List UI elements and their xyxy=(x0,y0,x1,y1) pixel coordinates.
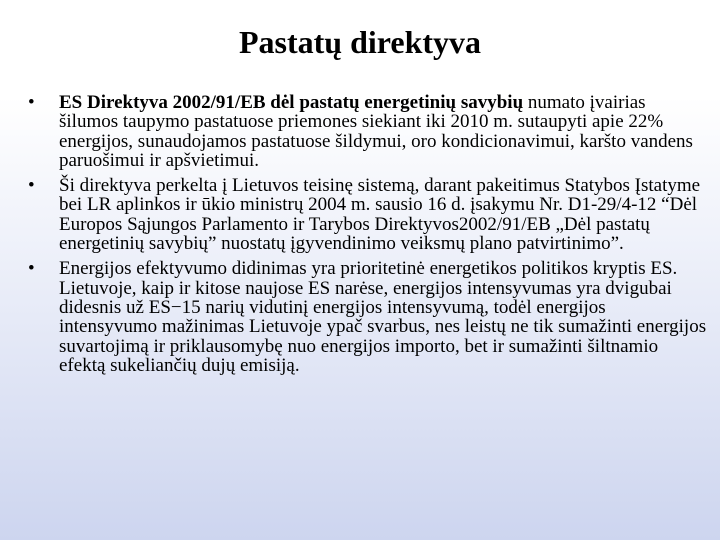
bullet-list xyxy=(28,93,708,381)
bullet-item-transposition xyxy=(28,176,708,253)
bullet-text: numato įvairias šilumos taupymo pastatuose priemones siekiant iki 2010 m. sutaupyti apie 22% energijos, sunaudojamos pastatuose šildymui, oro kondicionavimui, karšto vandens paruošimui ir apšvietimui. xyxy=(59,92,693,171)
bullet-item-efficiency xyxy=(28,259,708,375)
bullet-text: Energijos efektyvumo didinimas yra prioritetinė energetikos politikos kryptis ES. Lietuvoje, kaip ir kitose naujose ES narėse, energijos intensyvumas yra dvigubai didesnis už ES−15 narių vidutinį energijos intensyvumą, todėl energijos intensyvumo mažinimas Lietuvoje ypač svarbus, nes leistų ne tik sumažinti energijos suvartojimą ir priklausomybę nuo energijos importo, bet ir sumažinti šiltnamio efektą sukeliančių dujų emisiją. xyxy=(59,258,707,376)
bullet-lead-text: ES Direktyva 2002/91/EB dėl pastatų energetinių savybių xyxy=(59,92,524,113)
bullet-icon: • xyxy=(28,175,35,197)
bullet-text: Ši direktyva perkelta į Lietuvos teisinę sistemą, darant pakeitimus Statybos Įstatyme bei LR aplinkos ir ūkio ministrų 2004 m. sausio 16 d. įsakymu Nr. D1-29/4-12 “Dėl Europos Sąjungos Parlamento ir Tarybos Direktyvos2002/91/EB „Dėl pastatų energetinių savybių” nuostatų įgyvendinimo veiksmų plano patvirtinimo”. xyxy=(59,175,701,255)
bullet-icon: • xyxy=(28,92,35,113)
slide-title: Pastatų direktyva xyxy=(238,24,482,60)
bullet-icon: • xyxy=(28,258,35,280)
bullet-item-directive xyxy=(28,93,708,170)
